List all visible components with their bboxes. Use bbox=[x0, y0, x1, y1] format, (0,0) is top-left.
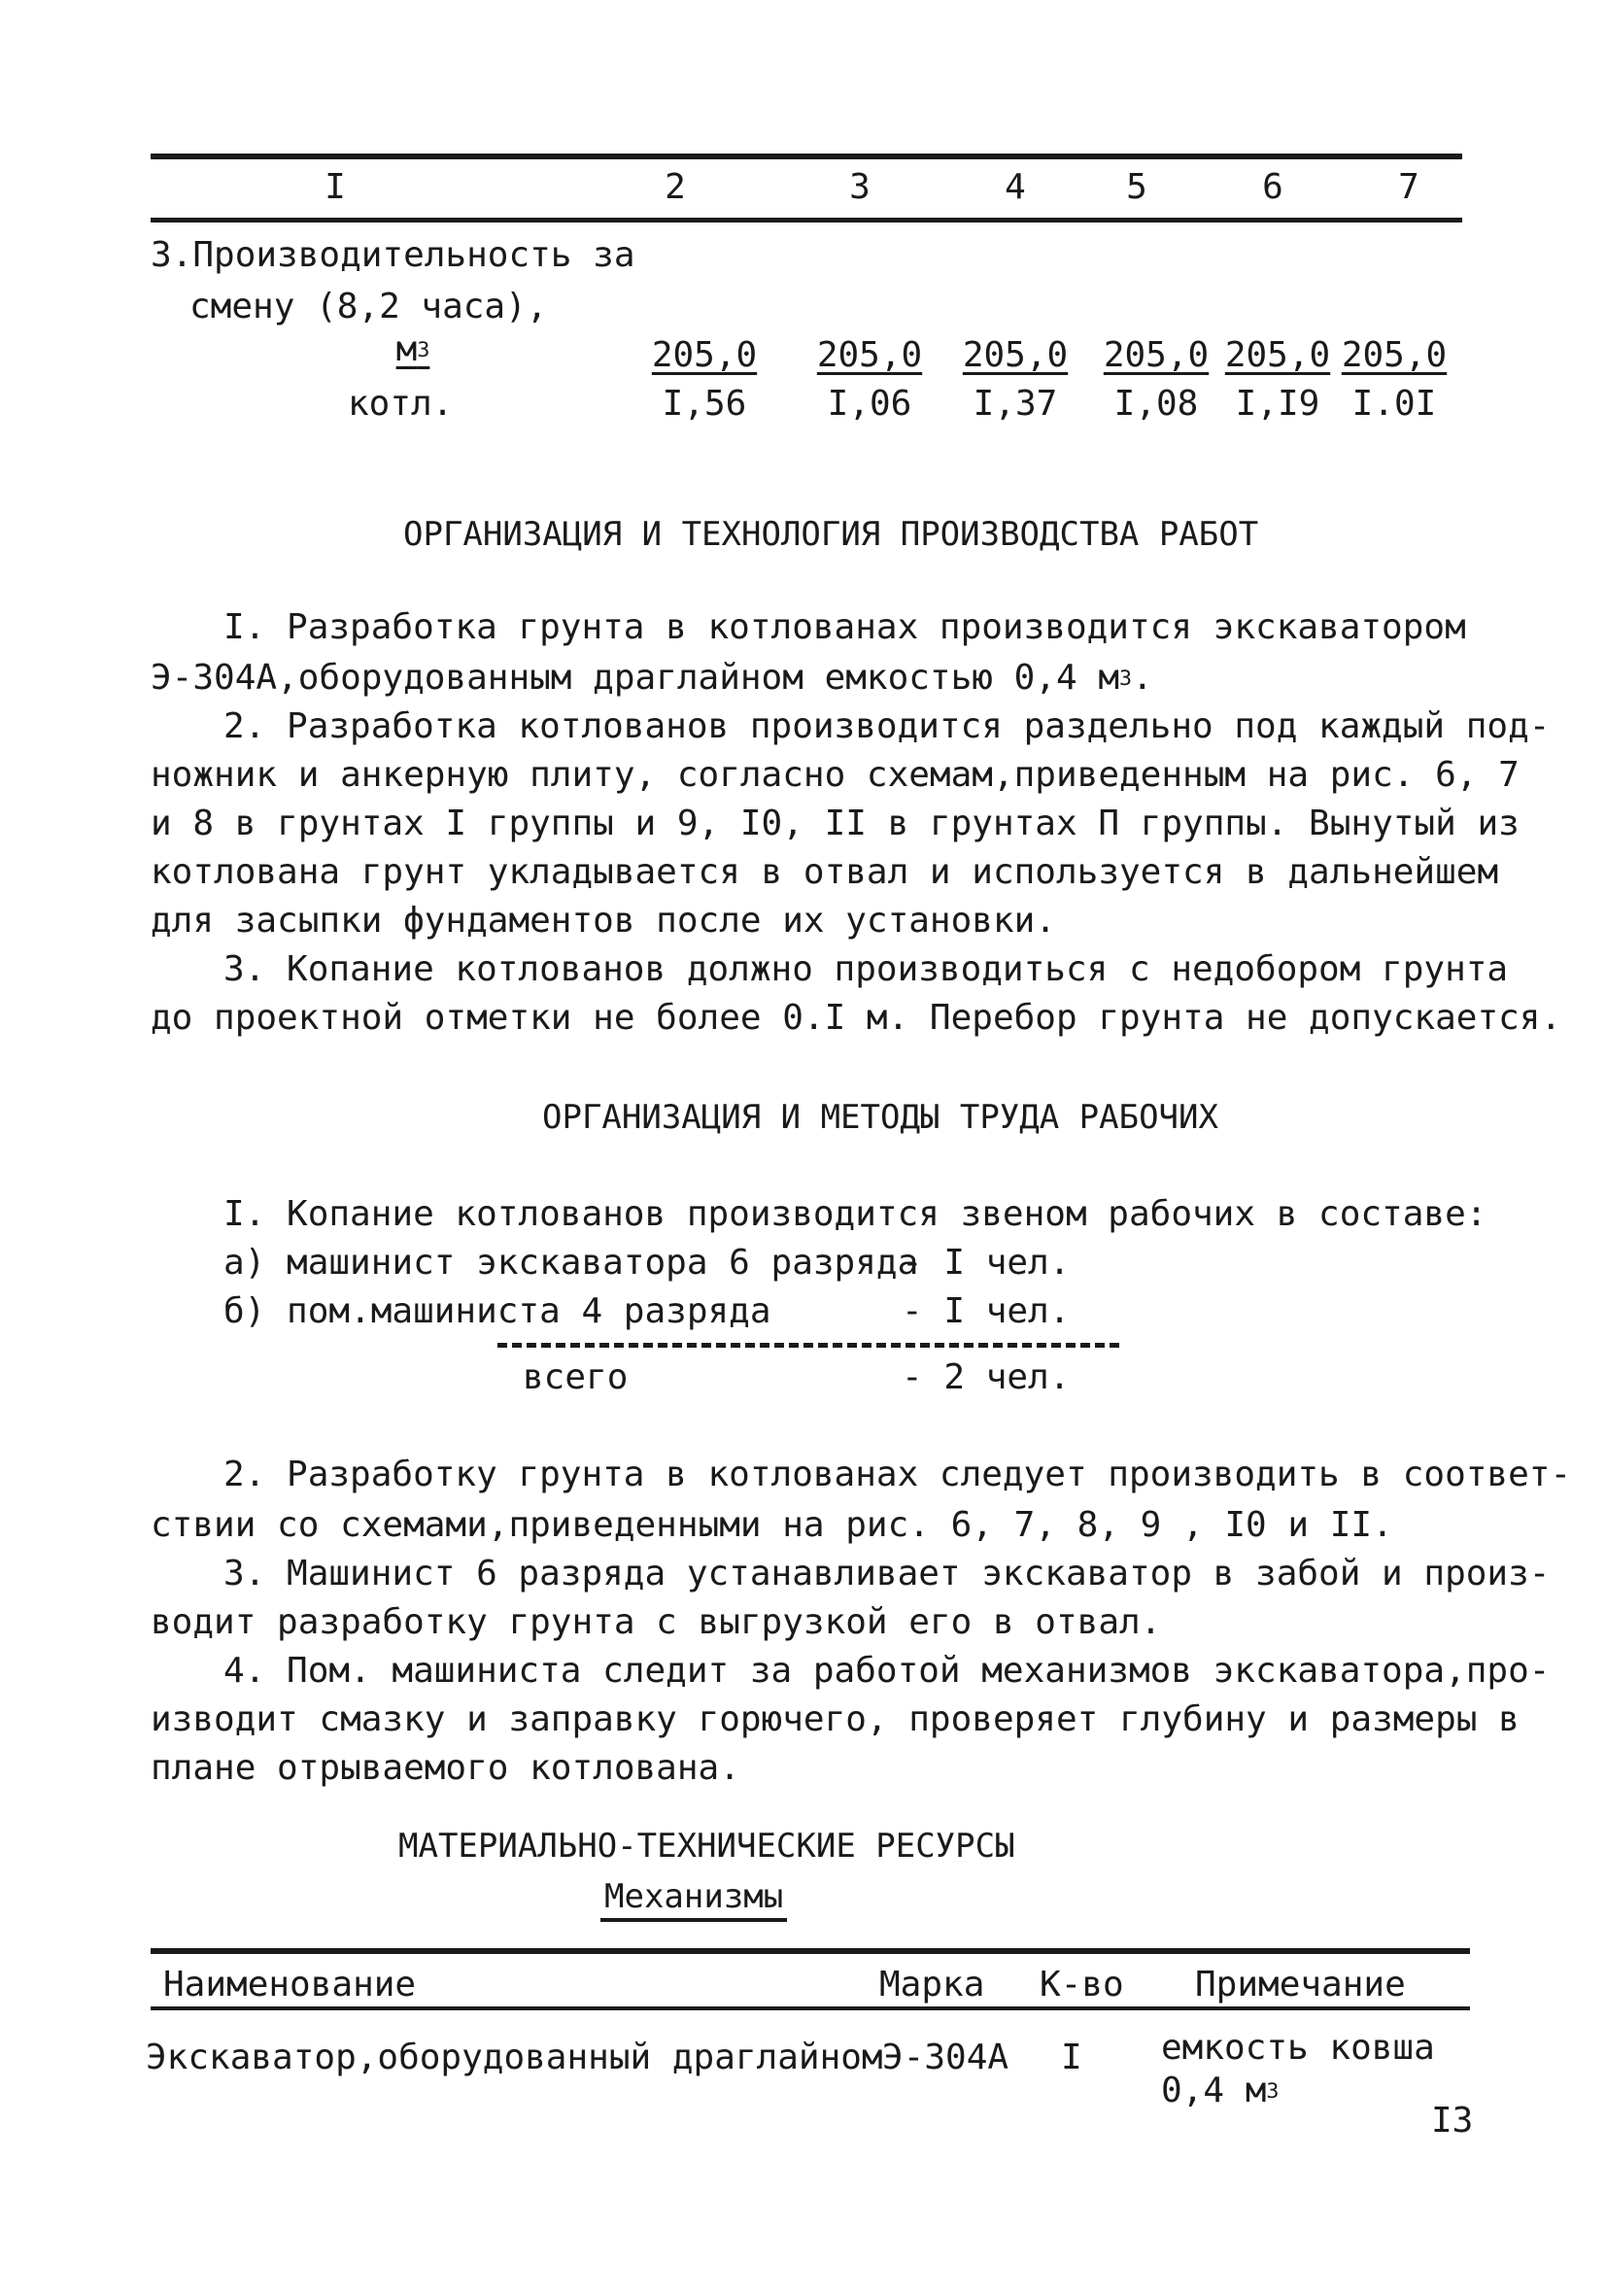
section2-line-4: водит разработку грунта с выгрузкой его в отвал. bbox=[151, 1602, 1162, 1642]
section1-line-5: и 8 в грунтах I группы и 9, I0, II в грунтах П группы. Вынутый из bbox=[151, 804, 1520, 843]
section1-line-3: 2. Разработка котлованов производится раздельно под каждый под- bbox=[223, 706, 1551, 746]
resources-row-note-volume: 0,4 м bbox=[1161, 2071, 1267, 2110]
value-denominator-2: I,06 bbox=[827, 384, 912, 424]
value-numerator-1: 205,0 bbox=[651, 335, 758, 375]
section1-line-2 bbox=[151, 658, 1153, 698]
section1-line-2-dot: . bbox=[1132, 658, 1153, 698]
section1-line-6: котлована грунт укладывается в отвал и используется в дальнейшем bbox=[151, 852, 1499, 892]
resources-row-brand: Э-304А bbox=[882, 2038, 1009, 2077]
col-header-7: 7 bbox=[1398, 167, 1419, 207]
row-label-line2: смену (8,2 часа), bbox=[189, 287, 548, 326]
section2-line-5: 4. Пом. машиниста следит за работой механизмов экскаватора,про- bbox=[223, 1651, 1551, 1691]
row-label-line1: 3.Производительность за bbox=[151, 235, 635, 275]
section1-line-1: I. Разработка грунта в котлованах производится экскаватором bbox=[223, 607, 1466, 647]
unit-denominator: котл. bbox=[348, 384, 454, 424]
section2-title: ОРГАНИЗАЦИЯ И МЕТОДЫ ТРУДА РАБОЧИХ bbox=[542, 1098, 1218, 1137]
resources-header-qty: К-во bbox=[1040, 1965, 1124, 2005]
col-header-2: 2 bbox=[665, 167, 686, 207]
section1-line-2-exp: 3 bbox=[1119, 666, 1133, 691]
resources-row-note-line1: емкость ковша bbox=[1161, 2028, 1435, 2068]
col-header-5: 5 bbox=[1126, 167, 1147, 207]
page-number: I3 bbox=[1431, 2101, 1474, 2141]
section2-line-1: 2. Разработку грунта в котлованах следует производить в соответ- bbox=[223, 1455, 1572, 1494]
section1-line-4: ножник и анкерную плиту, согласно схемам,приведенным на рис. 6, 7 bbox=[151, 755, 1520, 795]
resources-table-top-rule bbox=[151, 1948, 1470, 1954]
section2-line-2: ствии со схемами,приведенными на рис. 6, 7, 8, 9 , I0 и II. bbox=[151, 1505, 1393, 1545]
section1-line-7: для засыпки фундаментов после их установки. bbox=[151, 901, 1056, 941]
resources-row-name: Экскаватор,оборудованный драглайном bbox=[146, 2038, 883, 2077]
value-denominator-4: I,08 bbox=[1113, 384, 1199, 424]
top-table-top-rule bbox=[151, 154, 1462, 159]
crew-total-count: - 2 чел. bbox=[902, 1357, 1071, 1397]
col-header-3: 3 bbox=[849, 167, 871, 207]
col-header-1: I bbox=[325, 167, 346, 207]
section1-line-2-text: Э-304А,оборудованным драглайном емкостью 0,4 м bbox=[151, 658, 1119, 698]
section2-intro: I. Копание котлованов производится звеном рабочих в составе: bbox=[223, 1194, 1487, 1234]
col-header-4: 4 bbox=[1005, 167, 1026, 207]
resources-header-note: Примечание bbox=[1195, 1965, 1406, 2005]
crew-count-2: - I чел. bbox=[902, 1291, 1071, 1331]
resources-header-brand: Марка bbox=[879, 1965, 985, 2005]
value-numerator-3: 205,0 bbox=[962, 335, 1069, 375]
section2-line-6: изводит смазку и заправку горючего, проверяет глубину и размеры в bbox=[151, 1699, 1520, 1739]
unit-numerator bbox=[335, 329, 491, 369]
value-denominator-1: I,56 bbox=[662, 384, 747, 424]
value-denominator-6: I.0I bbox=[1351, 384, 1437, 424]
value-numerator-4: 205,0 bbox=[1103, 335, 1210, 375]
section2-line-7: плане отрываемого котлована. bbox=[151, 1748, 740, 1788]
crew-role-1: а) машинист экскаватора 6 разряда bbox=[223, 1243, 919, 1283]
section1-title: ОРГАНИЗАЦИЯ И ТЕХНОЛОГИЯ ПРОИЗВОДСТВА РАБОТ bbox=[403, 515, 1259, 554]
crew-role-2: б) пом.машиниста 4 разряда bbox=[223, 1291, 771, 1331]
section1-line-8: 3. Копание котлованов должно производиться с недобором грунта bbox=[223, 949, 1509, 989]
resources-table-header-rule bbox=[151, 2006, 1470, 2010]
crew-total-divider bbox=[497, 1343, 1119, 1348]
crew-total-label: всего bbox=[523, 1357, 629, 1397]
section3-title: МАТЕРИАЛЬНО-ТЕХНИЧЕСКИЕ РЕСУРСЫ bbox=[398, 1827, 1015, 1866]
value-numerator-5: 205,0 bbox=[1224, 335, 1331, 375]
section2-line-3: 3. Машинист 6 разряда устанавливает экскаватор в забой и произ- bbox=[223, 1554, 1551, 1593]
value-numerator-2: 205,0 bbox=[816, 335, 923, 375]
crew-count-1: - I чел. bbox=[902, 1243, 1071, 1283]
section3-subtitle: Механизмы bbox=[600, 1877, 787, 1922]
resources-row-note-line2 bbox=[1161, 2073, 1279, 2108]
resources-row-note-exp: 3 bbox=[1266, 2078, 1280, 2104]
col-header-6: 6 bbox=[1262, 167, 1283, 207]
value-numerator-6: 205,0 bbox=[1341, 335, 1448, 375]
unit-m: м bbox=[395, 329, 418, 369]
resources-header-name: Наименование bbox=[163, 1965, 417, 2005]
section1-line-9: до проектной отметки не более 0.I м. Перебор грунта не допускается. bbox=[151, 998, 1562, 1038]
unit-exp: 3 bbox=[417, 337, 430, 362]
resources-row-qty: I bbox=[1061, 2038, 1082, 2077]
top-table-header-rule bbox=[151, 218, 1462, 223]
value-denominator-5: I,I9 bbox=[1235, 384, 1320, 424]
value-denominator-3: I,37 bbox=[973, 384, 1058, 424]
